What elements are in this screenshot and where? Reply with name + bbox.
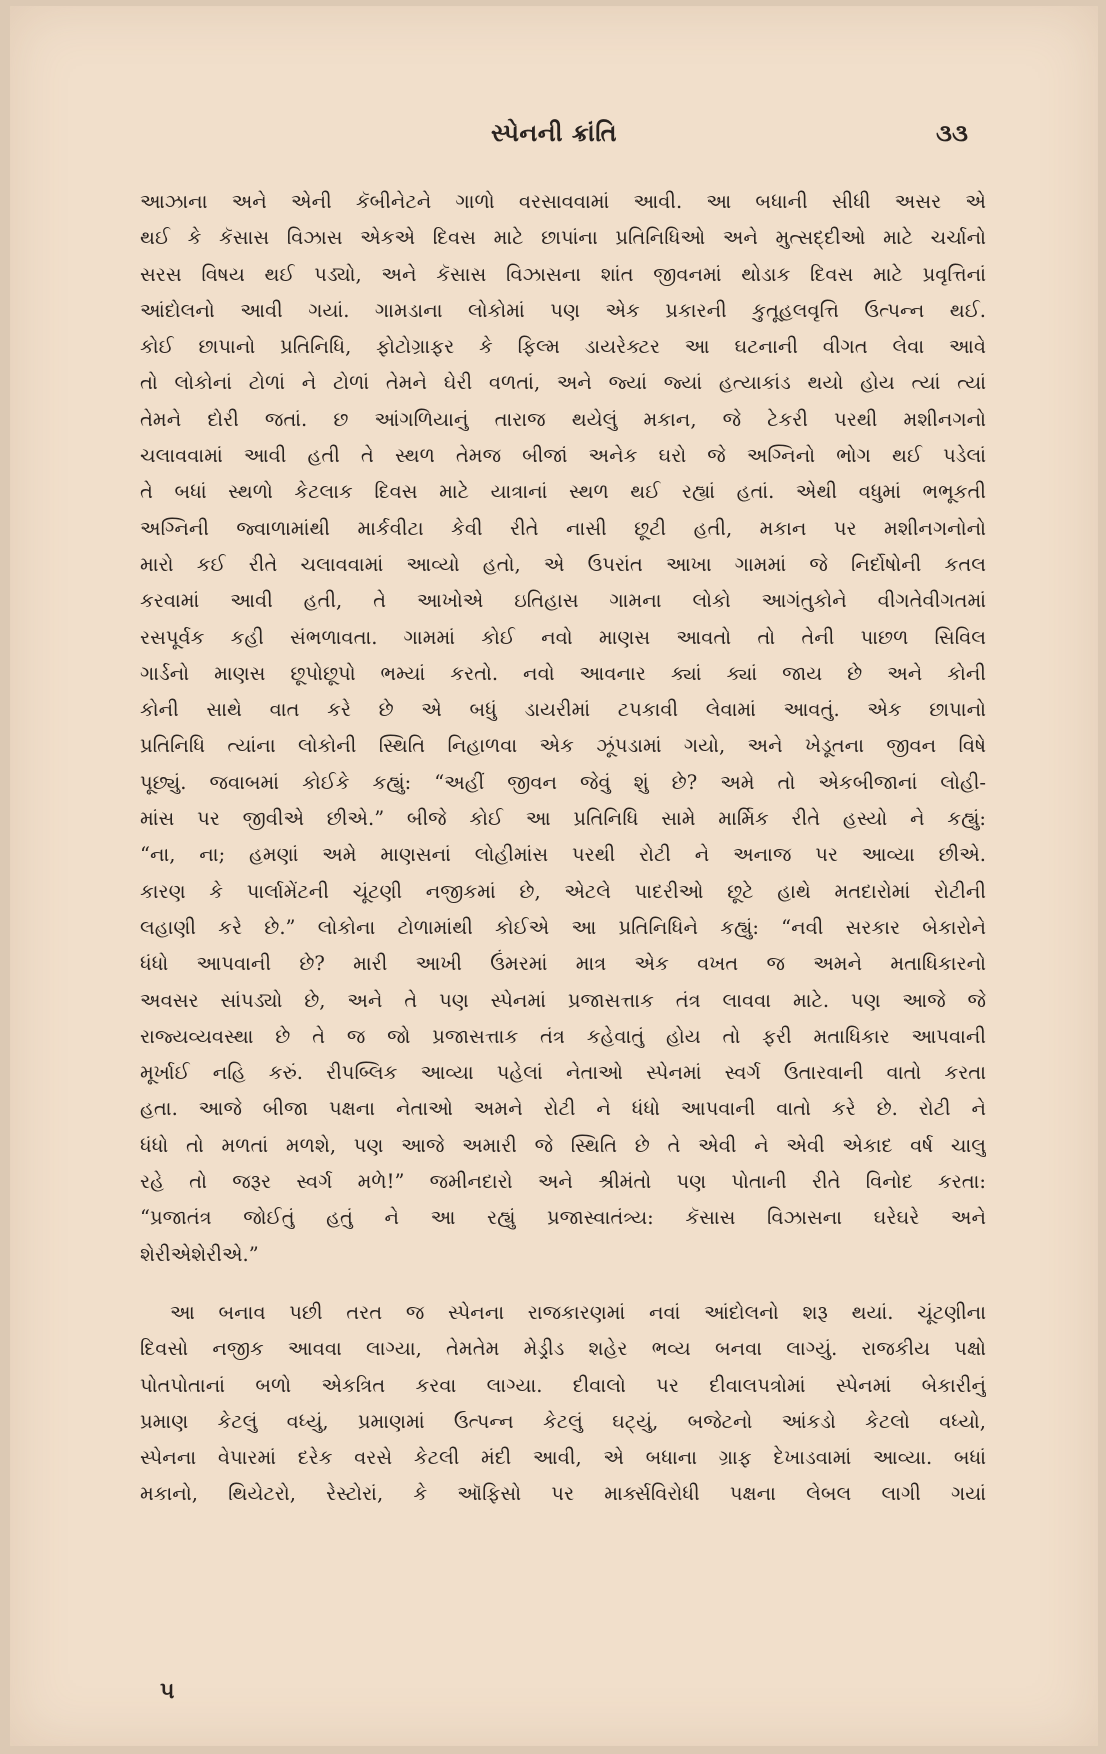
paragraph-gap [140,1273,986,1295]
text-line: પોતપોતાનાં બળો એકત્રિત કરવા લાગ્યા. દીવાલો પર દીવાલપત્રોમાં સ્પેનમાં બેકારીનું [140,1373,986,1397]
text-line: મકાનો, થિયેટરો, રેસ્ટોરાં, કે ઑફિસો પર માર્ક્સવિરોધી પક્ષના લેબલ લાગી ગયાં [140,1482,986,1506]
page-number: ૩૩ [936,118,968,147]
text-line: પ્રમાણ કેટલું વધ્યું, પ્રમાણમાં ઉત્પન્ન કેટલું ઘટ્યું, બજેટનો આંકડો કેટલો વધ્યો, [140,1409,986,1433]
text-line: દિવસો નજીક આવવા લાગ્યા, તેમતેમ મેડ્રીડ શહેર ભવ્ય બનવા લાગ્યું. રાજકીય પક્ષો [140,1337,986,1361]
text-line: સરસ વિષય થઈ પડ્યો, અને કૅસાસ વિઝાસના શાંત જીવનમાં થોડાક દિવસ માટે પ્રવૃત્તિનાં [140,262,986,286]
text-line: કોની સાથે વાત કરે છે એ બધું ડાયરીમાં ટપકાવી લેવામાં આવતું. એક છાપાનો [140,698,986,722]
book-page [10,6,1098,1746]
page-body [140,184,986,1513]
paragraph-1 [140,184,986,1273]
paragraph-2 [140,1295,986,1513]
text-line: પૂછ્યું. જવાબમાં કોઈકે કહ્યું: “અહીં જીવન જેવું શું છે? અમે તો એકબીજાનાં લોહી- [140,770,986,794]
signature-mark: ૫ [160,1678,175,1704]
text-line: તે બધાં સ્થળો કેટલાક દિવસ માટે યાત્રાનાં સ્થળ થઈ રહ્યાં હતાં. એથી વધુમાં ભભૂકતી [140,480,986,504]
text-line: ચલાવવામાં આવી હતી તે સ્થળ તેમજ બીજાં અનેક ઘરો જે અગ્નિનો ભોગ થઈ પડેલાં [140,444,986,468]
text-line: હતા. આજે બીજા પક્ષના નેતાઓ અમને રોટી ને ધંધો આપવાની વાતો કરે છે. રોટી ને [140,1097,986,1121]
text-line: “પ્રજાતંત્ર જોઈતું હતું ને આ રહ્યું પ્રજાસ્વાતંત્ર્ય: કૅસાસ વિઝાસના ઘરેઘરે અને [140,1206,986,1230]
text-line: માંસ પર જીવીએ છીએ.” બીજે કોઈ આ પ્રતિનિધિ સામે માર્મિક રીતે હસ્યો ને કહ્યું: [140,807,986,831]
text-line: આંદોલનો આવી ગયાં. ગામડાના લોકોમાં પણ એક પ્રકારની કુતૂહલવૃત્તિ ઉત્પન્ન થઈ. [140,298,986,322]
text-line: મારો કઈ રીતે ચલાવવામાં આવ્યો હતો, એ ઉપરાંત આખા ગામમાં જે નિર્દોષોની કતલ [140,552,986,576]
text-line: કારણ કે પાર્લામેંટની ચૂંટણી નજીકમાં છે, એટલે પાદરીઓ છૂટે હાથે મતદારોમાં રોટીની [140,879,986,903]
text-line: ધંધો તો મળતાં મળશે, પણ આજે અમારી જે સ્થિતિ છે તે એવી ને એવી એકાદ વર્ષ ચાલુ [140,1133,986,1157]
text-line: “ના, ના; હમણાં અમે માણસનાં લોહીમાંસ પરથી રોટી ને અનાજ પર આવ્યા છીએ. [140,843,986,867]
text-line: રસપૂર્વક કહી સંભળાવતા. ગામમાં કોઈ નવો માણસ આવતો તો તેની પાછળ સિવિલ [140,625,986,649]
text-line: થઈ કે કૅસાસ વિઝાસ એકએ દિવસ માટે છાપાંના પ્રતિનિધિઓ અને મુત્સદ્દીઓ માટે ચર્ચાનો [140,226,986,250]
text-line: ધંધો આપવાની છે? મારી આખી ઉંમરમાં માત્ર એક વખત જ અમને મતાધિકારનો [140,952,986,976]
text-line: શેરીએશેરીએ.” [140,1242,259,1266]
text-line: તો લોકોનાં ટોળાં ને ટોળાં તેમને ઘેરી વળતાં, અને જ્યાં જ્યાં હત્યાકાંડ થયો હોય ત્યાં ત્યાં [140,371,986,395]
text-line: રાજ્યવ્યવસ્થા છે તે જ જો પ્રજાસત્તાક તંત્ર કહેવાતું હોય તો ફરી મતાધિકાર આપવાની [140,1024,986,1048]
text-line: તેમને દોરી જતાં. છ આંગળિયાનું તારાજ થયેલું મકાન, જે ટેકરી પરથી મશીનગનો [140,407,986,431]
text-line: ગાર્ડનો માણસ છૂપોછૂપો ભમ્યાં કરતો. નવો આવનાર ક્યાં ક્યાં જાય છે અને કોની [140,661,986,685]
text-line: અગ્નિની જ્વાળામાંથી માર્કવીટા કેવી રીતે નાસી છૂટી હતી, મકાન પર મશીનગનોનો [140,516,986,540]
running-title: સ્પેનની ક્રાંતિ [490,118,618,147]
text-line: મૂર્ખાઈ નહિ કરું. રીપબ્લિક આવ્યા પહેલાં નેતાઓ સ્પેનમાં સ્વર્ગ ઉતારવાની વાતો કરતા [140,1061,986,1085]
text-line: અવસર સાંપડ્યો છે, અને તે પણ સ્પેનમાં પ્રજાસત્તાક તંત્ર લાવવા માટે. પણ આજે જે [140,988,986,1012]
text-line: કોઈ છાપાનો પ્રતિનિધિ, ફોટોગ્રાફર કે ફિલ્મ ડાયરેક્ટર આ ઘટનાની વીગત લેવા આવે [140,335,986,359]
text-line: આ બનાવ પછી તરત જ સ્પેનના રાજકારણમાં નવાં આંદોલનો શરૂ થયાં. ચૂંટણીના [170,1300,986,1324]
text-line: લહાણી કરે છે.” લોકોના ટોળામાંથી કોઈએ આ પ્રતિનિધિને કહ્યું: “નવી સરકાર બેકારોને [140,915,986,939]
text-line: રહે તો જરૂર સ્વર્ગ મળે!” જમીનદારો અને શ્રીમંતો પણ પોતાની રીતે વિનોદ કરતા: [140,1170,986,1194]
text-line: સ્પેનના વેપારમાં દરેક વરસે કેટલી મંદી આવી, એ બધાના ગ્રાફ દેખાડવામાં આવ્યા. બધાં [140,1446,986,1470]
text-line: આઝાના અને એની કૅબીનેટને ગાળો વરસાવવામાં આવી. આ બધાની સીધી અસર એ [140,190,986,213]
text-line: કરવામાં આવી હતી, તે આખોએ ઇતિહાસ ગામના લોકો આગંતુકોને વીગતેવીગતમાં [140,589,986,613]
text-line: પ્રતિનિધિ ત્યાંના લોકોની સ્થિતિ નિહાળવા એક ઝૂંપડામાં ગયો, અને ખેડૂતના જીવન વિષે [140,734,986,758]
page-header [10,118,1098,158]
